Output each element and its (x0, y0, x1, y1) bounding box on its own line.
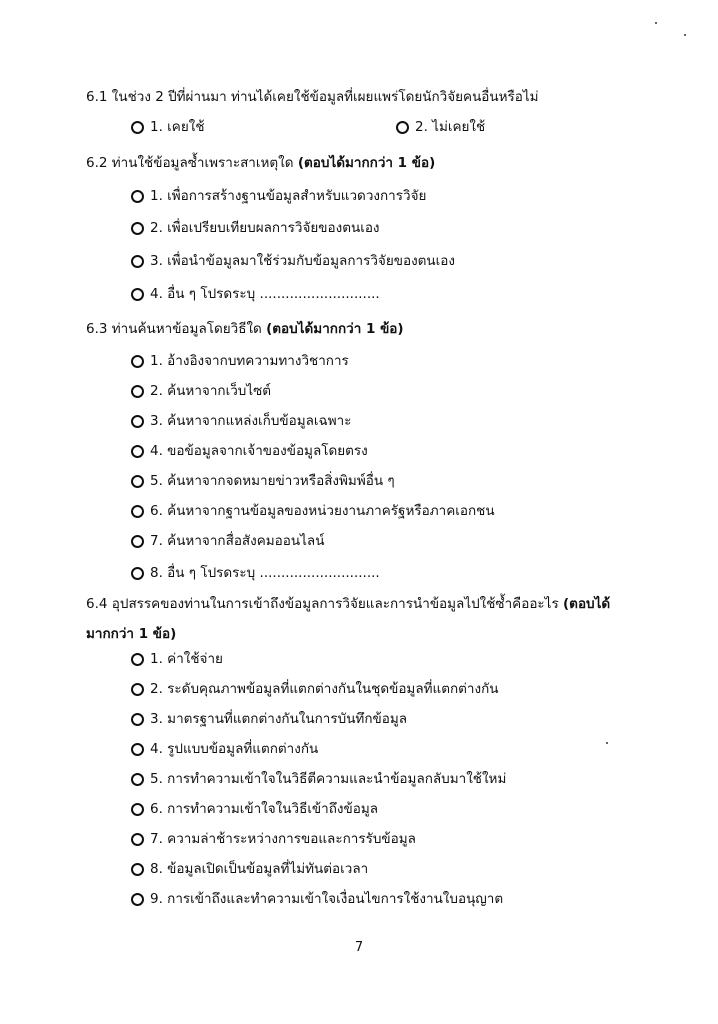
radio-circle-icon[interactable] (131, 121, 144, 134)
question-text: 6.4 อุปสรรคของท่านในการเข้าถึงข้อมูลการวิจัยและการนำข้อมูลไปใช้ซ้ำคืออะไร (86, 596, 559, 612)
option-label: 4. ขอข้อมูลจากเจ้าของข้อมูลโดยตรง (150, 443, 368, 459)
checkbox-circle-icon[interactable] (131, 743, 144, 756)
checkbox-circle-icon[interactable] (131, 355, 144, 368)
option-6-1-1[interactable] (131, 116, 204, 138)
option-6-3-3[interactable] (131, 410, 351, 432)
question-note: (ตอบได้มากกว่า 1 ข้อ) (266, 321, 404, 337)
option-label: 3. เพื่อนำข้อมูลมาใช้ร่วมกับข้อมูลการวิจัยของตนเอง (150, 253, 455, 269)
checkbox-circle-icon[interactable] (131, 190, 144, 203)
option-label: 1. เคยใช้ (150, 119, 205, 135)
option-label: 7. ค้นหาจากสื่อสังคมออนไลน์ (150, 533, 325, 549)
question-note: (ตอบได้มากกว่า 1 ข้อ) (86, 596, 611, 642)
option-6-3-2[interactable] (131, 380, 271, 402)
checkbox-circle-icon[interactable] (131, 255, 144, 268)
option-label: 6. การทำความเข้าใจในวิธีเข้าถึงข้อมูล (150, 801, 379, 817)
option-label: 4. รูปแบบข้อมูลที่แตกต่างกัน (150, 741, 319, 757)
page-number: 7 (354, 940, 364, 955)
question-text: 6.1 ในช่วง 2 ปีที่ผ่านมา ท่านได้เคยใช้ข้อมูลที่เผยแพร่โดยนักวิจัยคนอื่นหรือไม่ (86, 89, 539, 105)
question-note: (ตอบได้มากกว่า 1 ข้อ) (297, 155, 436, 171)
option-label: 1. ค่าใช้จ่าย (150, 651, 223, 667)
checkbox-circle-icon[interactable] (131, 833, 144, 846)
checkbox-circle-icon[interactable] (131, 288, 144, 301)
option-label: 2. เพื่อเปรียบเทียบผลการวิจัยของตนเอง (150, 220, 380, 236)
option-label: 5. ค้นหาจากจดหมายข่าวหรือสิ่งพิมพ์อื่น ๆ (150, 473, 395, 489)
option-label: 8. ข้อมูลเปิดเป็นข้อมูลที่ไม่ทันต่อเวลา (150, 861, 369, 877)
option-6-4-4[interactable] (131, 738, 318, 760)
scan-speck (655, 22, 657, 24)
checkbox-circle-icon[interactable] (131, 863, 144, 876)
option-6-4-1[interactable] (131, 648, 223, 670)
checkbox-circle-icon[interactable] (131, 222, 144, 235)
option-6-3-8[interactable] (131, 562, 380, 584)
option-6-4-6[interactable] (131, 798, 378, 820)
option-label: 2. ระดับคุณภาพข้อมูลที่แตกต่างกันในชุดข้อมูลที่แตกต่างกัน (150, 681, 499, 697)
checkbox-circle-icon[interactable] (131, 475, 144, 488)
option-6-4-8[interactable] (131, 858, 368, 880)
option-label: 1. อ้างอิงจากบทความทางวิชาการ (150, 353, 349, 369)
option-6-3-7[interactable] (131, 530, 324, 552)
checkbox-circle-icon[interactable] (131, 445, 144, 458)
option-label: 3. ค้นหาจากแหล่งเก็บข้อมูลเฉพาะ (150, 413, 352, 429)
checkbox-circle-icon[interactable] (131, 713, 144, 726)
option-label: 2. ไม่เคยใช้ (415, 119, 486, 135)
question-text: 6.3 ท่านค้นหาข้อมูลโดยวิธีใด (86, 321, 262, 337)
option-label: 8. อื่น ๆ โปรดระบุ ............................ (150, 565, 380, 581)
option-6-3-5[interactable] (131, 470, 395, 492)
option-6-2-2[interactable] (131, 217, 380, 239)
question-6-4 (86, 589, 632, 649)
checkbox-circle-icon[interactable] (131, 415, 144, 428)
option-6-4-9[interactable] (131, 888, 503, 910)
checkbox-circle-icon[interactable] (131, 773, 144, 786)
checkbox-circle-icon[interactable] (131, 567, 144, 580)
question-6-1 (86, 86, 632, 108)
checkbox-circle-icon[interactable] (131, 385, 144, 398)
radio-circle-icon[interactable] (396, 121, 409, 134)
question-text: 6.2 ท่านใช้ข้อมูลซ้ำเพราะสาเหตุใด (86, 155, 294, 171)
option-6-3-1[interactable] (131, 350, 349, 372)
option-6-2-4[interactable] (131, 283, 380, 305)
option-6-2-1[interactable] (131, 185, 426, 207)
option-6-1-2[interactable] (396, 116, 485, 138)
option-6-4-2[interactable] (131, 678, 498, 700)
option-label: 3. มาตรฐานที่แตกต่างกันในการบันทึกข้อมูล (150, 711, 408, 727)
option-label: 5. การทำความเข้าใจในวิธีตีความและนำข้อมูลกลับมาใช้ใหม่ (150, 771, 507, 787)
option-6-4-5[interactable] (131, 768, 506, 790)
question-6-3 (86, 318, 632, 340)
option-6-3-4[interactable] (131, 440, 368, 462)
option-label: 9. การเข้าถึงและทำความเข้าใจเงื่อนไขการใช้งานใบอนุญาต (150, 891, 504, 907)
option-label: 1. เพื่อการสร้างฐานข้อมูลสำหรับแวดวงการวิจัย (150, 188, 427, 204)
checkbox-circle-icon[interactable] (131, 893, 144, 906)
scan-speck (684, 34, 686, 36)
scan-speck (606, 742, 608, 744)
option-6-4-7[interactable] (131, 828, 416, 850)
option-6-2-3[interactable] (131, 250, 455, 272)
question-6-2 (86, 152, 632, 174)
checkbox-circle-icon[interactable] (131, 653, 144, 666)
option-6-4-3[interactable] (131, 708, 407, 730)
checkbox-circle-icon[interactable] (131, 683, 144, 696)
option-label: 7. ความล่าช้าระหว่างการขอและการรับข้อมูล (150, 831, 416, 847)
checkbox-circle-icon[interactable] (131, 803, 144, 816)
checkbox-circle-icon[interactable] (131, 505, 144, 518)
option-6-3-6[interactable] (131, 500, 495, 522)
option-label: 6. ค้นหาจากฐานข้อมูลของหน่วยงานภาครัฐหรือภาคเอกชน (150, 503, 495, 519)
option-label: 4. อื่น ๆ โปรดระบุ ............................ (150, 286, 380, 302)
checkbox-circle-icon[interactable] (131, 535, 144, 548)
option-label: 2. ค้นหาจากเว็บไซต์ (150, 383, 272, 399)
